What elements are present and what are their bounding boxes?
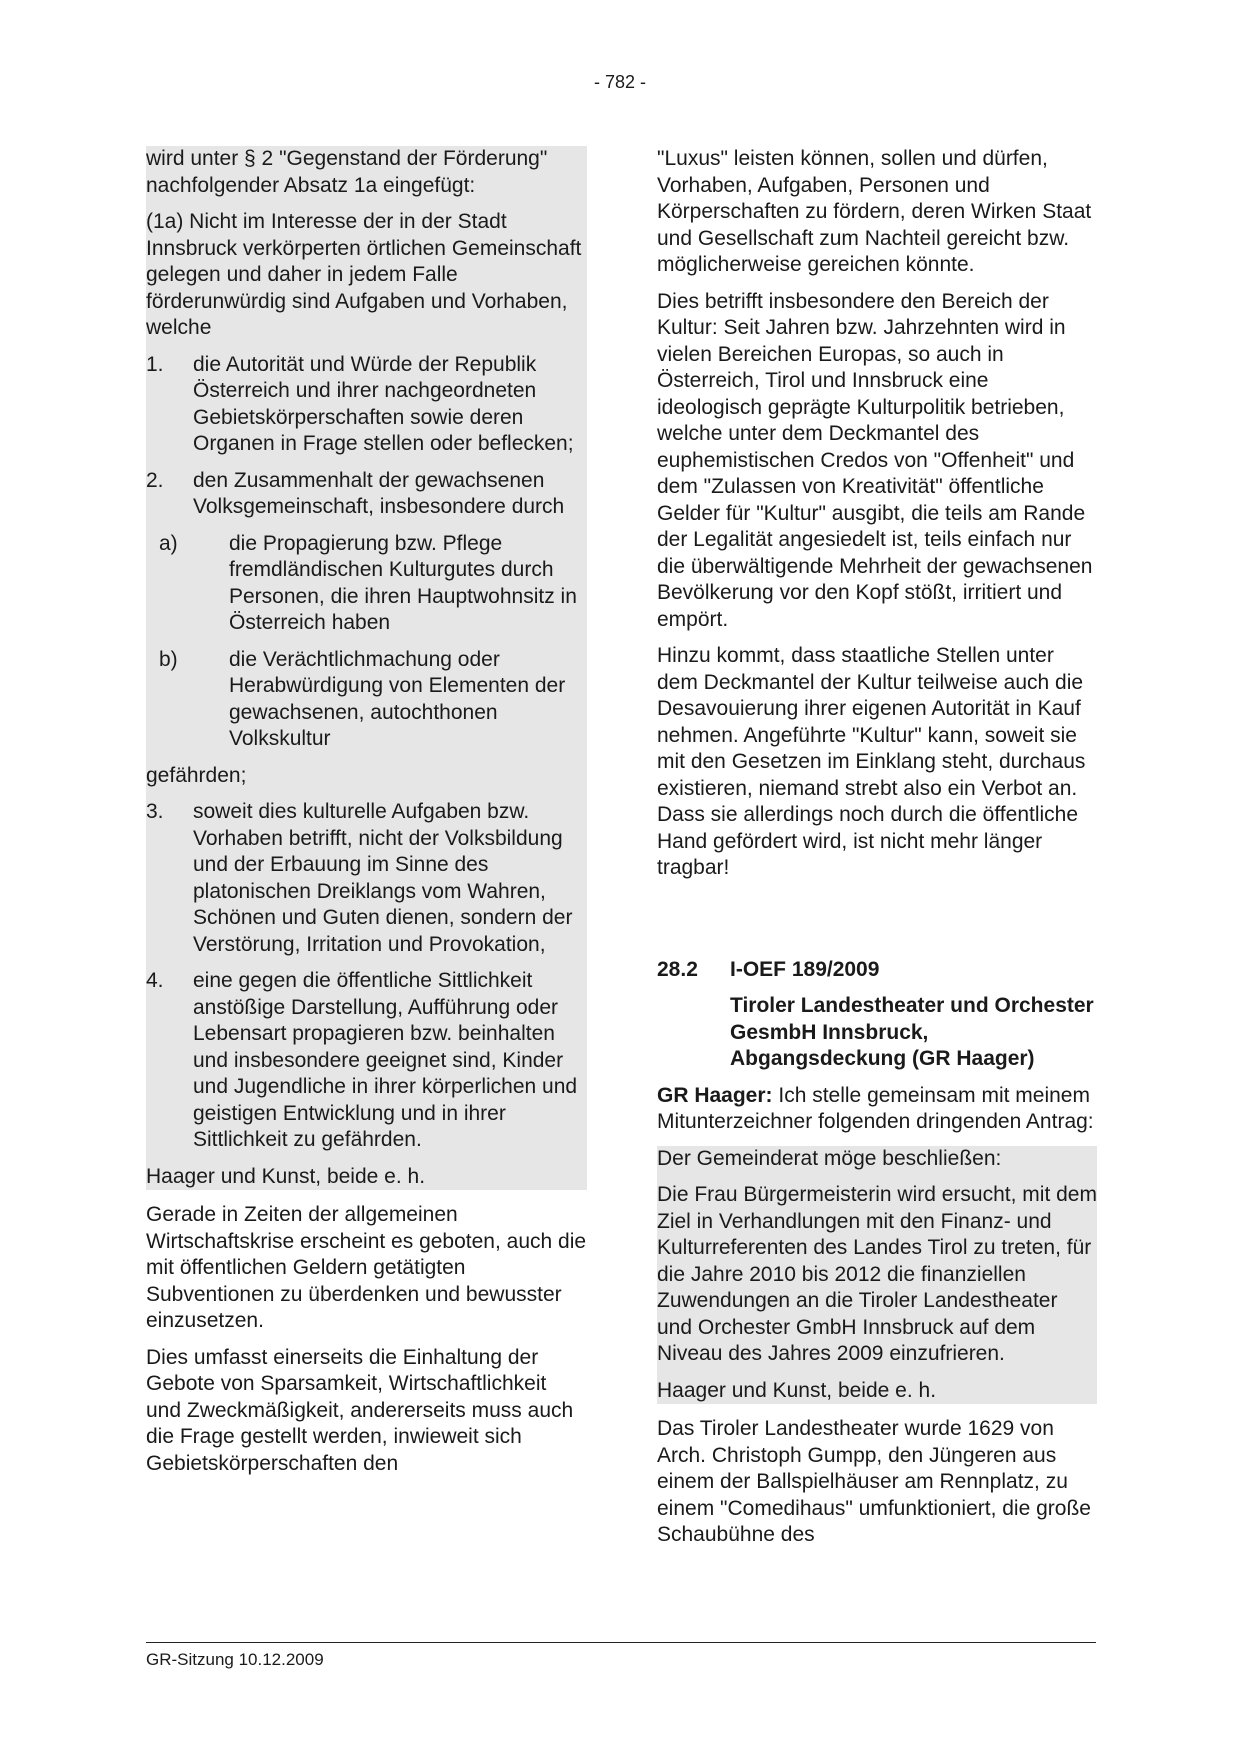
body-paragraph: Das Tiroler Landestheater wurde 1629 von Arch. Christoph Gumpp, den Jüngeren aus einem der Ballspielhäuser am Rennplatz, zu einem "Comedihaus" umfunktioniert, die große Schaubühne des — [657, 1417, 1091, 1546]
list-item — [146, 352, 587, 458]
page-number: - 782 - — [593, 72, 647, 92]
list-subitem — [146, 647, 587, 753]
footer-divider — [146, 1642, 1096, 1643]
list-number: 2. — [146, 468, 164, 492]
motion-text-block — [146, 146, 587, 1190]
list-number: 1. — [146, 352, 164, 376]
list-text: die Verächtlichmachung oder Herabwürdigung von Elementen der gewachsenen, autochthonen Volkskultur — [229, 647, 566, 750]
motion-signature: Haager und Kunst, beide e. h. — [146, 1164, 426, 1188]
body-paragraph: Dies betrifft insbesondere den Bereich der Kultur: Seit Jahren bzw. Jahrzehnten wird in vielen Bereichen Europas, so auch in Österreich, Tirol und Innsbruck eine ideologisch geprägte Kulturpolitik betrieben, welche unter dem Deckmantel des euphemistischen Credos von "Offenheit" und dem "Zulassen von Kreativität" öffentliche Gelder für "Kultur" ausgibt, die teils am Rande der Legalität angesiedelt ist, teils einfach nur die überwältigende Mehrheit der gewachsenen Bevölkerung vor den Kopf stößt, irritiert und empört. — [657, 289, 1093, 631]
endangering-text: gefährden; — [146, 763, 247, 787]
footer-text: GR-Sitzung 10.12.2009 — [146, 1650, 324, 1669]
body-paragraph: "Luxus" leisten können, sollen und dürfen, Vorhaben, Aufgaben, Personen und Körperschaften zu fördern, deren Wirken Staat und Gesellschaft zum Nachteil gereicht bzw. möglicherweise gereichen könnte. — [657, 147, 1092, 276]
motion-paragraph-1a: (1a) Nicht im Interesse der in der Stadt Innsbruck verkörperten örtlichen Gemeinschaft gelegen und daher in jedem Falle förderunwürdig sind Aufgaben und Vorhaben, welche — [146, 210, 582, 339]
body-paragraph: Gerade in Zeiten der allgemeinen Wirtschaftskrise erscheint es geboten, auch die mit öffentlichen Geldern getätigten Subventionen zu überdenken und bewusster einzusetzen. — [146, 1203, 587, 1332]
list-number: 4. — [146, 969, 164, 992]
list-text: eine gegen die öffentliche Sittlichkeit anstößige Darstellung, Aufführung oder Lebensart propagieren bzw. beinhalten und insbesondere geeignet sind, Kinder und Jugendliche in ihrer körperlichen und geistigen Entwicklung und in ihrer Sittlichkeit zu gefährden. — [193, 969, 578, 1151]
body-paragraph: Hinzu kommt, dass staatliche Stellen unter dem Deckmantel der Kultur teilweise auch die Desavouierung ihrer eigenen Autorität in Kauf nehmen. Angeführte "Kultur" kann, soweit sie mit den Gesetzen im Einklang steht, durchaus existieren, niemand strebt also ein Verbot an. Dass sie allerdings noch durch die öffentliche Hand gefördert wird, ist nicht mehr länger tragbar! — [657, 644, 1086, 879]
speaker-name: GR Haager: — [657, 1083, 773, 1107]
motion-intro: wird unter § 2 "Gegenstand der Förderung" nachfolgender Absatz 1a eingefügt: — [146, 147, 548, 197]
left-column — [146, 146, 587, 1487]
motion-request: Die Frau Bürgermeisterin wird ersucht, mit dem Ziel in Verhandlungen mit den Finanz- und Kulturreferenten des Landes Tirol zu treten, für die Jahre 2010 bis 2012 die finanziellen Zuwendungen an die Tiroler Landestheater und Orchester GmbH Innsbruck auf dem Niveau des Jahres 2009 einzufrieren. — [657, 1183, 1097, 1365]
list-number: 3. — [146, 800, 164, 823]
section-reference: I-OEF 189/2009 — [730, 957, 880, 981]
list-text: soweit dies kulturelle Aufgaben bzw. Vorhaben betrifft, nicht der Volksbildung und der Erbauung im Sinne des platonischen Dreiklangs vom Wahren, Schönen und Guten dienen, sondern der Verstörung, Irritation und Provokation, — [193, 800, 573, 956]
speech-paragraph — [657, 1083, 1097, 1136]
speech-text: Ich stelle gemeinsam mit meinem Mitunterzeichner folgenden dringenden Antrag: — [657, 1083, 1094, 1133]
list-number: b) — [159, 647, 178, 671]
list-item — [146, 968, 587, 1154]
list-item — [146, 799, 587, 958]
motion-signature: Haager und Kunst, beide e. h. — [657, 1378, 937, 1402]
list-item — [146, 468, 587, 521]
motion-resolution: Der Gemeinderat möge beschließen: — [657, 1146, 1002, 1170]
motion-text-block — [657, 1146, 1097, 1405]
list-text: die Autorität und Würde der Republik Österreich und ihrer nachgeordneten Gebietskörperschaften sowie deren Organen in Frage stellen oder beflecken; — [193, 352, 574, 455]
list-text: die Propagierung bzw. Pflege fremdländischen Kulturgutes durch Personen, die ihren Hauptwohnsitz in Österreich haben — [229, 531, 577, 634]
body-paragraph: Dies umfasst einerseits die Einhaltung der Gebote von Sparsamkeit, Wirtschaftlichkeit und Zweckmäßigkeit, andererseits muss auch die Frage gestellt werden, inwieweit sich Gebietskörperschaften den — [146, 1345, 574, 1475]
list-subitem — [146, 531, 587, 637]
right-column — [657, 146, 1097, 1559]
list-text: den Zusammenhalt der gewachsenen Volksgemeinschaft, insbesondere durch — [193, 468, 565, 518]
section-title: Tiroler Landestheater und Orchester GesmbH Innsbruck, Abgangsdeckung (GR Haager) — [730, 994, 1094, 1070]
section-heading — [657, 957, 1097, 984]
section-number: 28.2 — [657, 957, 698, 981]
list-number: a) — [159, 531, 178, 555]
